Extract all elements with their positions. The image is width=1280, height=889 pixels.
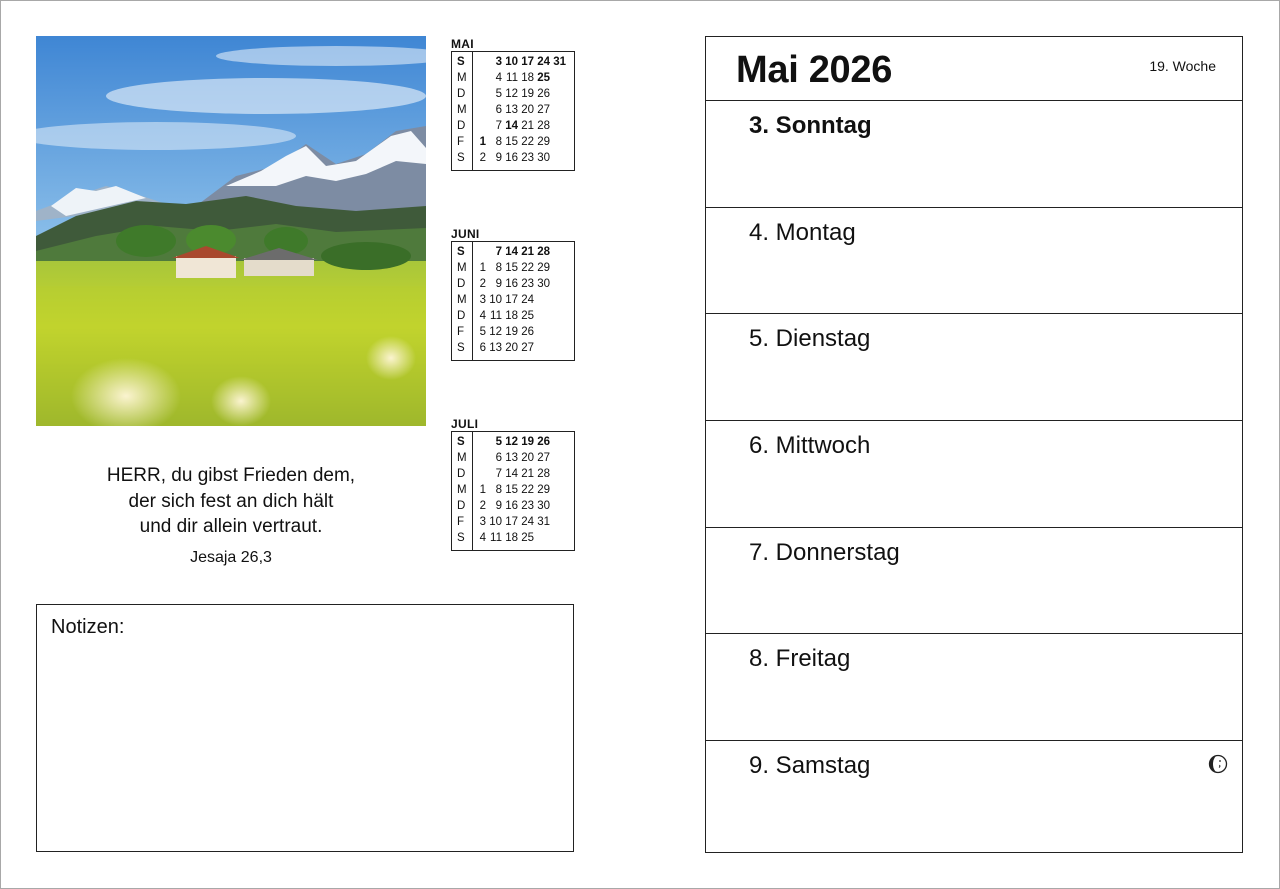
day-label: 9. Samstag bbox=[749, 752, 871, 780]
week-planner bbox=[705, 36, 1243, 853]
week-header bbox=[706, 37, 1242, 101]
mini-calendar-grid bbox=[451, 431, 575, 551]
day-label: 7. Donnerstag bbox=[749, 538, 900, 566]
mini-calendar-date: 31 bbox=[537, 516, 550, 528]
weekday-letter: D bbox=[457, 310, 466, 322]
mini-calendar-date bbox=[550, 150, 566, 166]
mini-calendar-date: 3 bbox=[479, 516, 486, 528]
mini-calendar-row bbox=[452, 434, 574, 450]
mini-calendar-date: 24 bbox=[521, 516, 534, 528]
mini-calendar-row bbox=[452, 340, 574, 356]
mini-calendar-date: 21 bbox=[521, 468, 534, 480]
mini-calendar-date: 16 bbox=[505, 152, 518, 164]
mini-calendar-row bbox=[452, 482, 574, 498]
weekday-letter: S bbox=[457, 56, 465, 68]
mini-calendar-date: 23 bbox=[521, 152, 534, 164]
mini-calendar-date: 30 bbox=[537, 278, 550, 290]
mini-calendar-date: 13 bbox=[505, 452, 518, 464]
weekday-letter: D bbox=[457, 120, 466, 132]
mini-calendar-date: 7 bbox=[495, 246, 502, 258]
mini-calendar-row bbox=[452, 498, 574, 514]
weekday-letter: F bbox=[457, 516, 465, 528]
mini-calendar-date: 27 bbox=[537, 104, 550, 116]
mini-calendar-row bbox=[452, 308, 574, 324]
quote-line: und dir allein vertraut. bbox=[139, 516, 323, 537]
mini-calendar-row bbox=[452, 450, 574, 466]
mini-calendar-row bbox=[452, 102, 574, 118]
mini-calendar-row bbox=[452, 244, 574, 260]
mini-calendar-date: 26 bbox=[521, 326, 534, 338]
mini-calendar-date: 12 bbox=[505, 88, 518, 100]
mini-calendar-row bbox=[452, 70, 574, 86]
mini-calendar-date bbox=[475, 102, 486, 118]
weekday-letter: D bbox=[457, 468, 466, 480]
mini-calendar-date: 20 bbox=[521, 104, 534, 116]
mini-calendar-title: JULI bbox=[451, 417, 479, 431]
weekday-letter: M bbox=[457, 484, 467, 496]
mini-calendar-date: 30 bbox=[537, 152, 550, 164]
mini-calendar-date: 20 bbox=[521, 452, 534, 464]
mini-calendar-date: 17 bbox=[505, 516, 518, 528]
mini-calendar-date: 9 bbox=[495, 152, 502, 164]
mini-calendar-date bbox=[534, 324, 550, 340]
mini-calendar-date: 22 bbox=[521, 136, 534, 148]
mini-calendar-date: 4 bbox=[495, 72, 502, 84]
mini-calendar-date: 1 bbox=[479, 484, 486, 496]
mini-calendar-date bbox=[475, 450, 486, 466]
week-number: 19. Woche bbox=[1149, 58, 1216, 74]
mini-calendar-date: 28 bbox=[537, 246, 550, 258]
mini-calendar-date: 23 bbox=[521, 500, 534, 512]
mini-calendar-date bbox=[475, 466, 486, 482]
day-row[interactable] bbox=[706, 741, 1242, 852]
weekday-letter: D bbox=[457, 500, 466, 512]
mini-calendar-date: 7 bbox=[495, 468, 502, 480]
mini-calendar-row bbox=[452, 134, 574, 150]
mini-calendar-row bbox=[452, 292, 574, 308]
weekday-letter: S bbox=[457, 342, 465, 354]
day-row[interactable] bbox=[706, 528, 1242, 635]
mini-calendar-date: 11 bbox=[490, 310, 502, 322]
mini-calendar-date: 27 bbox=[537, 452, 550, 464]
mini-calendar-row bbox=[452, 514, 574, 530]
mini-calendar-date: 14 bbox=[505, 120, 518, 132]
mini-calendar-date: 12 bbox=[505, 436, 518, 448]
mini-calendar-row bbox=[452, 150, 574, 166]
quote-line: der sich fest an dich hält bbox=[128, 490, 334, 512]
weekday-letter: M bbox=[457, 294, 467, 306]
mini-calendar-row bbox=[452, 530, 574, 546]
quote-line: HERR, du gibst Frieden dem, bbox=[106, 465, 356, 486]
mini-calendar-date bbox=[550, 86, 566, 102]
mini-calendar-date: 10 bbox=[489, 516, 502, 528]
day-row[interactable] bbox=[706, 101, 1242, 208]
mini-calendar-date: 29 bbox=[537, 136, 550, 148]
mini-calendar-date: 15 bbox=[505, 484, 518, 496]
day-label: 6. Mittwoch bbox=[749, 432, 871, 460]
mini-calendar-date: 6 bbox=[479, 342, 486, 354]
mini-calendar-date: 11 bbox=[490, 532, 502, 544]
mini-calendar-date: 15 bbox=[505, 262, 518, 274]
mini-calendar-row bbox=[452, 86, 574, 102]
mini-calendar-date: 9 bbox=[495, 278, 502, 290]
mini-calendar-date: 18 bbox=[505, 310, 518, 322]
mini-calendar-date: 21 bbox=[521, 120, 534, 132]
mini-calendar-date bbox=[550, 70, 566, 86]
mini-calendar-juni bbox=[451, 227, 575, 361]
mini-calendar-date: 6 bbox=[495, 104, 502, 116]
mini-calendar-date: 24 bbox=[521, 294, 534, 306]
weekday-letter: D bbox=[457, 278, 466, 290]
mini-calendar-date: 19 bbox=[521, 88, 534, 100]
mini-calendar-date: 14 bbox=[505, 468, 518, 480]
weekday-letter: F bbox=[457, 136, 465, 148]
weekday-letter: S bbox=[457, 436, 465, 448]
day-label: 3. Sonntag bbox=[749, 112, 872, 139]
mini-calendar-title: JUNI bbox=[451, 227, 480, 241]
mini-calendar-date: 19 bbox=[521, 436, 534, 448]
mini-calendar-date: 18 bbox=[521, 72, 534, 84]
mini-calendar-date: 9 bbox=[495, 500, 502, 512]
mini-calendar-date: 22 bbox=[521, 484, 534, 496]
mini-calendar-date: 3 bbox=[479, 294, 486, 306]
mini-calendar-date bbox=[475, 54, 486, 70]
mini-calendar-row bbox=[452, 260, 574, 276]
mini-calendar-date: 15 bbox=[505, 136, 518, 148]
mini-calendar-date: 26 bbox=[537, 436, 550, 448]
notes-label: Notizen: bbox=[51, 616, 125, 638]
quote-reference: Jesaja 26,3 bbox=[190, 548, 272, 566]
mini-calendar-date bbox=[534, 292, 550, 308]
mini-calendar-date: 27 bbox=[521, 342, 534, 354]
weekday-letter: M bbox=[457, 104, 467, 116]
mini-calendar-date: 13 bbox=[505, 104, 518, 116]
mini-calendar-date: 8 bbox=[495, 484, 502, 496]
mini-calendar-date: 13 bbox=[489, 342, 502, 354]
mini-calendar-date: 30 bbox=[537, 500, 550, 512]
mini-calendar-row bbox=[452, 276, 574, 292]
mini-calendar-date: 2 bbox=[479, 152, 486, 164]
mini-calendar-date: 17 bbox=[505, 294, 518, 306]
mini-calendar-date: 24 bbox=[537, 56, 550, 68]
mini-calendar-date: 23 bbox=[521, 278, 534, 290]
day-row[interactable] bbox=[706, 421, 1242, 528]
day-label: 4. Montag bbox=[749, 218, 856, 246]
mini-calendar-date: 31 bbox=[553, 56, 566, 68]
week-title: Mai 2026 bbox=[736, 49, 893, 91]
moon-last-quarter-icon bbox=[1208, 754, 1228, 774]
mini-calendar-date bbox=[534, 340, 550, 356]
mini-calendar-date: 25 bbox=[521, 532, 534, 544]
mini-calendar-date: 16 bbox=[505, 500, 518, 512]
mini-calendar-date: 22 bbox=[521, 262, 534, 274]
mini-calendar-mai bbox=[451, 37, 575, 171]
mini-calendar-date: 29 bbox=[537, 484, 550, 496]
mini-calendar-date: 3 bbox=[495, 56, 502, 68]
mini-calendar-date: 25 bbox=[537, 72, 550, 84]
mini-calendar-grid bbox=[451, 241, 575, 361]
mini-calendar-date: 4 bbox=[479, 532, 486, 544]
mini-calendar-date bbox=[550, 118, 566, 134]
mini-calendar-date: 8 bbox=[495, 262, 502, 274]
mini-calendar-date: 14 bbox=[505, 246, 518, 258]
mini-calendar-row bbox=[452, 324, 574, 340]
mini-calendar-title: MAI bbox=[451, 37, 474, 51]
bible-quote bbox=[36, 463, 426, 567]
mini-calendar-date: 25 bbox=[521, 310, 534, 322]
mini-calendar-date: 5 bbox=[479, 326, 486, 338]
mini-calendar-date: 19 bbox=[505, 326, 518, 338]
day-label: 8. Freitag bbox=[749, 645, 851, 673]
mini-calendar-juli bbox=[451, 417, 575, 551]
mini-calendar-date bbox=[550, 134, 566, 150]
weekday-letter: D bbox=[457, 88, 466, 100]
mini-calendar-date: 17 bbox=[521, 56, 534, 68]
mini-calendar-date: 2 bbox=[479, 500, 486, 512]
mini-calendar-date bbox=[550, 102, 566, 118]
mini-calendar-date: 5 bbox=[495, 88, 502, 100]
mini-calendar-date: 21 bbox=[521, 246, 534, 258]
mini-calendar-date: 18 bbox=[505, 532, 518, 544]
weekday-letter: S bbox=[457, 246, 465, 258]
mini-calendar-date bbox=[475, 86, 486, 102]
mini-calendar-row bbox=[452, 54, 574, 70]
mini-calendar-date: 16 bbox=[505, 278, 518, 290]
mini-calendar-date: 4 bbox=[479, 310, 486, 322]
weekday-letter: F bbox=[457, 326, 465, 338]
mini-calendar-date: 8 bbox=[495, 136, 502, 148]
mini-calendar-date: 10 bbox=[505, 56, 518, 68]
day-row[interactable] bbox=[706, 314, 1242, 421]
mini-calendar-date: 10 bbox=[489, 294, 502, 306]
mini-calendar-date bbox=[534, 530, 550, 546]
mini-calendar-date: 28 bbox=[537, 120, 550, 132]
weekday-letter: M bbox=[457, 452, 467, 464]
day-row[interactable] bbox=[706, 634, 1242, 741]
notes-box[interactable] bbox=[36, 604, 574, 852]
mini-calendar-date bbox=[475, 244, 486, 260]
mini-calendar-date: 12 bbox=[489, 326, 502, 338]
day-row[interactable] bbox=[706, 208, 1242, 315]
weekday-letter: M bbox=[457, 262, 467, 274]
mini-calendar-row bbox=[452, 118, 574, 134]
mini-calendar-date: 28 bbox=[537, 468, 550, 480]
mini-calendar-date: 29 bbox=[537, 262, 550, 274]
mini-calendar-date bbox=[475, 118, 486, 134]
weekday-letter: S bbox=[457, 532, 465, 544]
mini-calendar-date: 1 bbox=[479, 262, 486, 274]
mini-calendar-date bbox=[475, 434, 486, 450]
mini-calendar-date: 6 bbox=[495, 452, 502, 464]
mini-calendar-date: 20 bbox=[505, 342, 518, 354]
day-label: 5. Dienstag bbox=[749, 325, 871, 353]
mini-calendar-date bbox=[475, 70, 486, 86]
mini-calendar-row bbox=[452, 466, 574, 482]
mini-calendar-date: 7 bbox=[495, 120, 502, 132]
landscape-photo bbox=[36, 36, 426, 426]
mini-calendar-date: 26 bbox=[537, 88, 550, 100]
mini-calendar-date: 2 bbox=[479, 278, 486, 290]
weekday-letter: S bbox=[457, 152, 465, 164]
mini-calendar-date: 11 bbox=[506, 72, 518, 84]
mini-calendar-date bbox=[534, 308, 550, 324]
mini-calendar-grid bbox=[451, 51, 575, 171]
mini-calendar-date: 5 bbox=[495, 436, 502, 448]
mini-calendar-date: 1 bbox=[479, 136, 486, 148]
weekday-letter: M bbox=[457, 72, 467, 84]
